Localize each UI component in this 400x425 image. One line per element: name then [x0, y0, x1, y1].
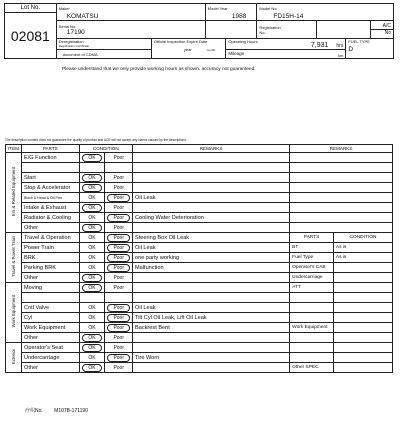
vehicle-header-table — [4, 3, 394, 59]
col-remarks: REMARKS — [133, 145, 290, 153]
model-year-label: Model Year — [207, 5, 228, 11]
table-row — [6, 283, 393, 293]
inspection-table — [5, 144, 393, 373]
table-row — [6, 253, 393, 263]
remark-text: Oil Leak — [133, 303, 290, 313]
ok-mark: OK — [79, 253, 105, 263]
right-label: Operator's CAB — [290, 263, 334, 273]
remark-text — [133, 223, 290, 233]
table-row — [6, 343, 393, 353]
remark-text: Malfunction — [133, 263, 290, 273]
operating-hours-cell: Operating Hours 7,931 hrs — [226, 39, 346, 50]
ok-mark: OK — [79, 243, 105, 253]
poor-mark: Poor — [107, 264, 130, 272]
part-name: Radiator & Cooling — [21, 213, 79, 223]
right-label: ATT — [290, 283, 334, 293]
ok-mark: OK — [79, 263, 105, 273]
poor-mark: Poor — [105, 363, 133, 373]
table-row — [6, 153, 393, 163]
ok-mark: OK — [82, 174, 101, 182]
table-row — [6, 313, 393, 323]
part-name: Power Train — [21, 243, 79, 253]
col-condition: CONDITION — [79, 145, 132, 153]
part-name — [21, 163, 79, 173]
remark-text — [133, 283, 290, 293]
ok-mark: OK — [79, 303, 105, 313]
table-row — [6, 363, 393, 373]
ok-mark: OK — [82, 344, 101, 352]
right-value — [333, 263, 392, 273]
remark-text: Tire Worn — [133, 353, 290, 363]
right-cell — [290, 153, 393, 163]
disclaimer-text: The description content does not guarantee the quality of product and ACE will not accept any claims caused by the descriptions. — [5, 138, 187, 142]
right-label: Work Equipment — [290, 323, 334, 333]
part-name: Other — [21, 223, 79, 233]
part-name: Parking BRK — [21, 263, 79, 273]
serial-value: 17190 — [66, 28, 85, 36]
poor-mark: Poor — [107, 314, 130, 322]
dereg-cell: Deregistration Registration Certificate — [56, 39, 151, 50]
table-row — [6, 353, 393, 363]
part-name: Undercarriage — [21, 353, 79, 363]
ok-mark: OK — [82, 154, 101, 162]
category-travel-power: Travel & Power Train — [6, 233, 22, 283]
part-name — [21, 293, 79, 303]
part-name: Work Equipment — [21, 323, 79, 333]
part-name: Operator's Seat — [21, 343, 79, 353]
ok-mark: OK — [82, 284, 101, 292]
right-value — [333, 283, 392, 293]
poor-mark: Poor — [105, 283, 133, 293]
poor-mark: Poor — [107, 304, 130, 312]
serial-label: Serial No. — [58, 23, 77, 29]
ok-mark: OK — [79, 233, 105, 243]
remark-text: one party working — [133, 253, 290, 263]
table-row — [6, 243, 393, 253]
remark-text — [133, 183, 290, 193]
poor-mark: Poor — [107, 234, 130, 242]
right-value: As is — [333, 253, 392, 263]
ac-cell: A/C No — [371, 21, 394, 39]
poor-mark: Poor — [107, 324, 130, 332]
part-name: Cntl Valve — [21, 303, 79, 313]
poor-mark: Poor — [105, 173, 133, 183]
poor-mark: Poor — [107, 354, 130, 362]
col-parts: PARTS — [21, 145, 79, 153]
table-row — [6, 203, 393, 213]
category-exterior: Exterior — [6, 343, 22, 373]
part-name: Stop & Accelerator — [21, 183, 79, 193]
col-remarks-right: REMARKS — [290, 145, 393, 153]
poor-mark: Poor — [105, 203, 133, 213]
poor-mark: Poor — [105, 343, 133, 353]
remark-text — [133, 293, 290, 303]
table-row — [6, 173, 393, 183]
remark-text: Backrest Bent — [133, 323, 290, 333]
ok-mark: OK — [82, 184, 101, 192]
ok-mark: OK — [82, 364, 101, 372]
ok-mark: OK — [79, 193, 105, 203]
remark-text — [133, 153, 290, 163]
right-label: Fuel Type — [290, 253, 334, 263]
cdma-cell: document of CDMA — [56, 50, 151, 59]
registration-label-cell: Registration No. — [257, 21, 317, 39]
table-row — [6, 233, 393, 243]
maker-value: KOMATSU — [56, 13, 205, 21]
remark-text: Steering Box Oil Leak — [133, 233, 290, 243]
right-value — [333, 363, 392, 373]
footer-value: M107B-171190 — [54, 408, 88, 414]
ok-mark: OK — [82, 334, 101, 342]
poor-mark: Poor — [105, 183, 133, 193]
serial-cell — [56, 21, 205, 39]
right-value: As is — [333, 243, 392, 253]
model-no-label: Model No. — [259, 5, 278, 11]
right-parts-header: PARTS — [290, 233, 334, 243]
poor-mark: Poor — [107, 254, 130, 262]
table-row — [6, 213, 393, 223]
ok-mark: OK — [79, 353, 105, 363]
right-label: BT — [290, 243, 334, 253]
part-name: Other — [21, 273, 79, 283]
part-name: Block & Head & Oil Pan — [21, 193, 79, 203]
ok-mark: OK — [82, 204, 101, 212]
remark-text — [133, 163, 290, 173]
category-eg: EG & Related Equipment — [6, 153, 22, 233]
part-name: Intake & Exhaust — [21, 203, 79, 213]
model-year-value: 1988 — [205, 13, 257, 21]
right-condition-header: CONDITION — [333, 233, 392, 243]
table-row — [6, 293, 393, 303]
table-row — [6, 323, 393, 333]
inspection-cell: Official Inspection Expire Date year month — [151, 39, 225, 59]
model-no-value: FD15H-14 — [257, 13, 394, 21]
part-name: E/G Function — [21, 153, 79, 163]
poor-mark: Poor — [107, 244, 130, 252]
poor-mark: Poor — [105, 333, 133, 343]
ok-mark: OK — [79, 213, 105, 223]
right-value — [333, 273, 392, 283]
operating-hours-value: 7,931 — [310, 42, 329, 49]
poor-mark: Poor — [105, 153, 133, 163]
right-label: Undercarriage — [290, 273, 334, 283]
part-name: BRK — [21, 253, 79, 263]
part-name: Cyl — [21, 313, 79, 323]
remark-text — [133, 173, 290, 183]
ok-mark: OK — [82, 224, 101, 232]
footer — [25, 407, 98, 414]
part-name: Start — [21, 173, 79, 183]
ok-mark: OK — [79, 323, 105, 333]
table-row — [6, 273, 393, 283]
remark-text: Oil Leak — [133, 243, 290, 253]
table-row — [6, 223, 393, 233]
remark-text — [133, 333, 290, 343]
notice-text: Please understand that we only provide working hours as shown. accuracy not guaranteed. — [62, 67, 256, 72]
remark-text: Oil Leak — [133, 193, 290, 203]
table-row — [6, 263, 393, 273]
remark-text: Tilt Cyl Oil Leak, Lift Oil Leak — [133, 313, 290, 323]
remark-text — [133, 273, 290, 283]
part-name: Moving — [21, 283, 79, 293]
col-item: ITEM — [6, 145, 22, 153]
remark-text — [133, 203, 290, 213]
part-name: Travel & Operation — [21, 233, 79, 243]
poor-mark: Poor — [107, 214, 130, 222]
ok-mark: OK — [82, 274, 101, 282]
category-work-equipment: Work Equipment — [6, 283, 22, 343]
right-value — [333, 323, 392, 333]
part-name: Other — [21, 363, 79, 373]
maker-label: Maker — [58, 5, 70, 11]
ok-mark: OK — [79, 313, 105, 323]
right-label: Other SPEC — [290, 363, 334, 373]
lot-number: 02081 — [5, 13, 57, 59]
table-row — [6, 193, 393, 203]
mileage-cell: Mileage km — [226, 50, 346, 59]
poor-mark: Poor — [107, 194, 130, 202]
poor-mark: Poor — [105, 273, 133, 283]
lot-label: Lot No. — [5, 4, 57, 13]
part-name: Other — [21, 333, 79, 343]
table-row — [6, 333, 393, 343]
remark-text — [133, 363, 290, 373]
table-row — [6, 183, 393, 193]
remark-text — [133, 343, 290, 353]
table-row — [6, 163, 393, 173]
fuel-value: D — [348, 46, 354, 53]
table-row — [6, 303, 393, 313]
footer-label: 疗织No. — [25, 408, 43, 414]
fuel-cell: FUEL TYPE D — [346, 39, 394, 59]
remark-text: Cooling Water Deterioration — [133, 213, 290, 223]
poor-mark: Poor — [105, 223, 133, 233]
